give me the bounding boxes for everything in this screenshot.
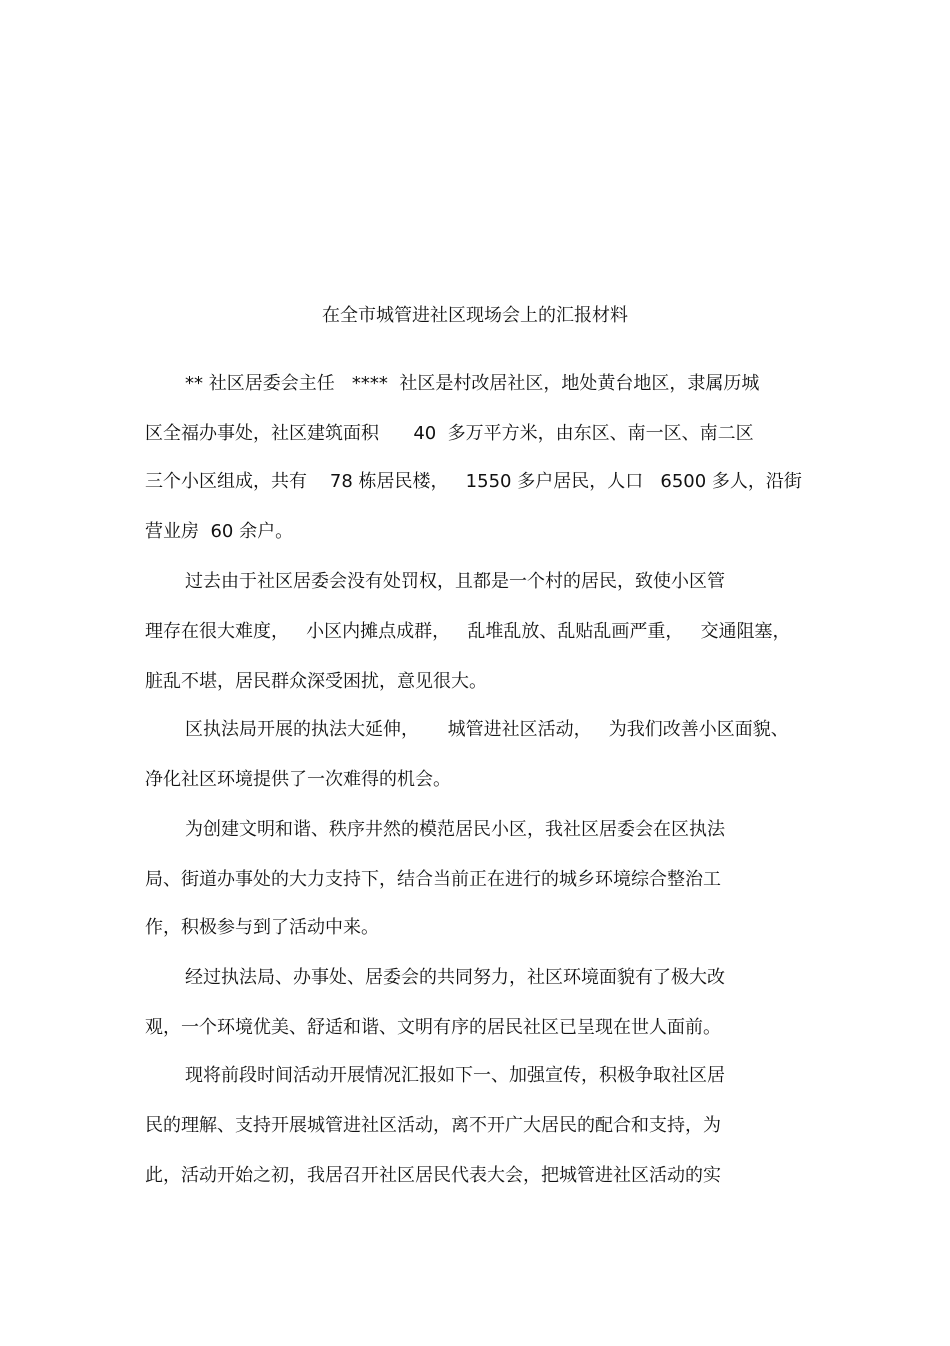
- paragraph-line: 区执法局开展的执法大延伸， 城管进社区活动， 为我们改善小区面貌、: [185, 719, 789, 740]
- paragraph-line: 经过执法局、办事处、居委会的共同努力，社区环境面貌有了极大改: [185, 967, 725, 988]
- paragraph-line: 局、街道办事处的大力支持下，结合当前正在进行的城乡环境综合整治工: [145, 869, 721, 890]
- paragraph-line: 观，一个环境优美、舒适和谐、文明有序的居民社区已呈现在世人面前。: [145, 1017, 721, 1038]
- paragraph-line: 理存在很大难度， 小区内摊点成群， 乱堆乱放、乱贴乱画严重， 交通阻塞，: [145, 621, 791, 642]
- paragraph-line: 区全福办事处，社区建筑面积 40 多万平方米，由东区、南一区、南二区: [145, 423, 754, 444]
- paragraph-line: 民的理解、支持开展城管进社区活动，离不开广大居民的配合和支持，为: [145, 1115, 721, 1136]
- paragraph-line: 三个小区组成，共有 78 栋居民楼， 1550 多户居民，人口 6500 多人，沿街: [145, 471, 802, 492]
- paragraph-line: ** 社区居委会主任 **** 社区是村改居社区，地处黄台地区，隶属历城: [185, 373, 760, 394]
- paragraph-line: 净化社区环境提供了一次难得的机会。: [145, 769, 451, 790]
- document-title: 在全市城管进社区现场会上的汇报材料: [322, 305, 628, 326]
- paragraph-line: 现将前段时间活动开展情况汇报如下一、加强宣传，积极争取社区居: [185, 1065, 725, 1086]
- paragraph-line: 为创建文明和谐、秩序井然的模范居民小区，我社区居委会在区执法: [185, 819, 725, 840]
- paragraph-line: 作，积极参与到了活动中来。: [145, 917, 379, 938]
- paragraph-line: 营业房 60 余户。: [145, 521, 294, 542]
- paragraph-line: 脏乱不堪，居民群众深受困扰，意见很大。: [145, 671, 487, 692]
- paragraph-line: 此，活动开始之初，我居召开社区居民代表大会，把城管进社区活动的实: [145, 1165, 721, 1186]
- paragraph-line: 过去由于社区居委会没有处罚权，且都是一个村的居民，致使小区管: [185, 571, 725, 592]
